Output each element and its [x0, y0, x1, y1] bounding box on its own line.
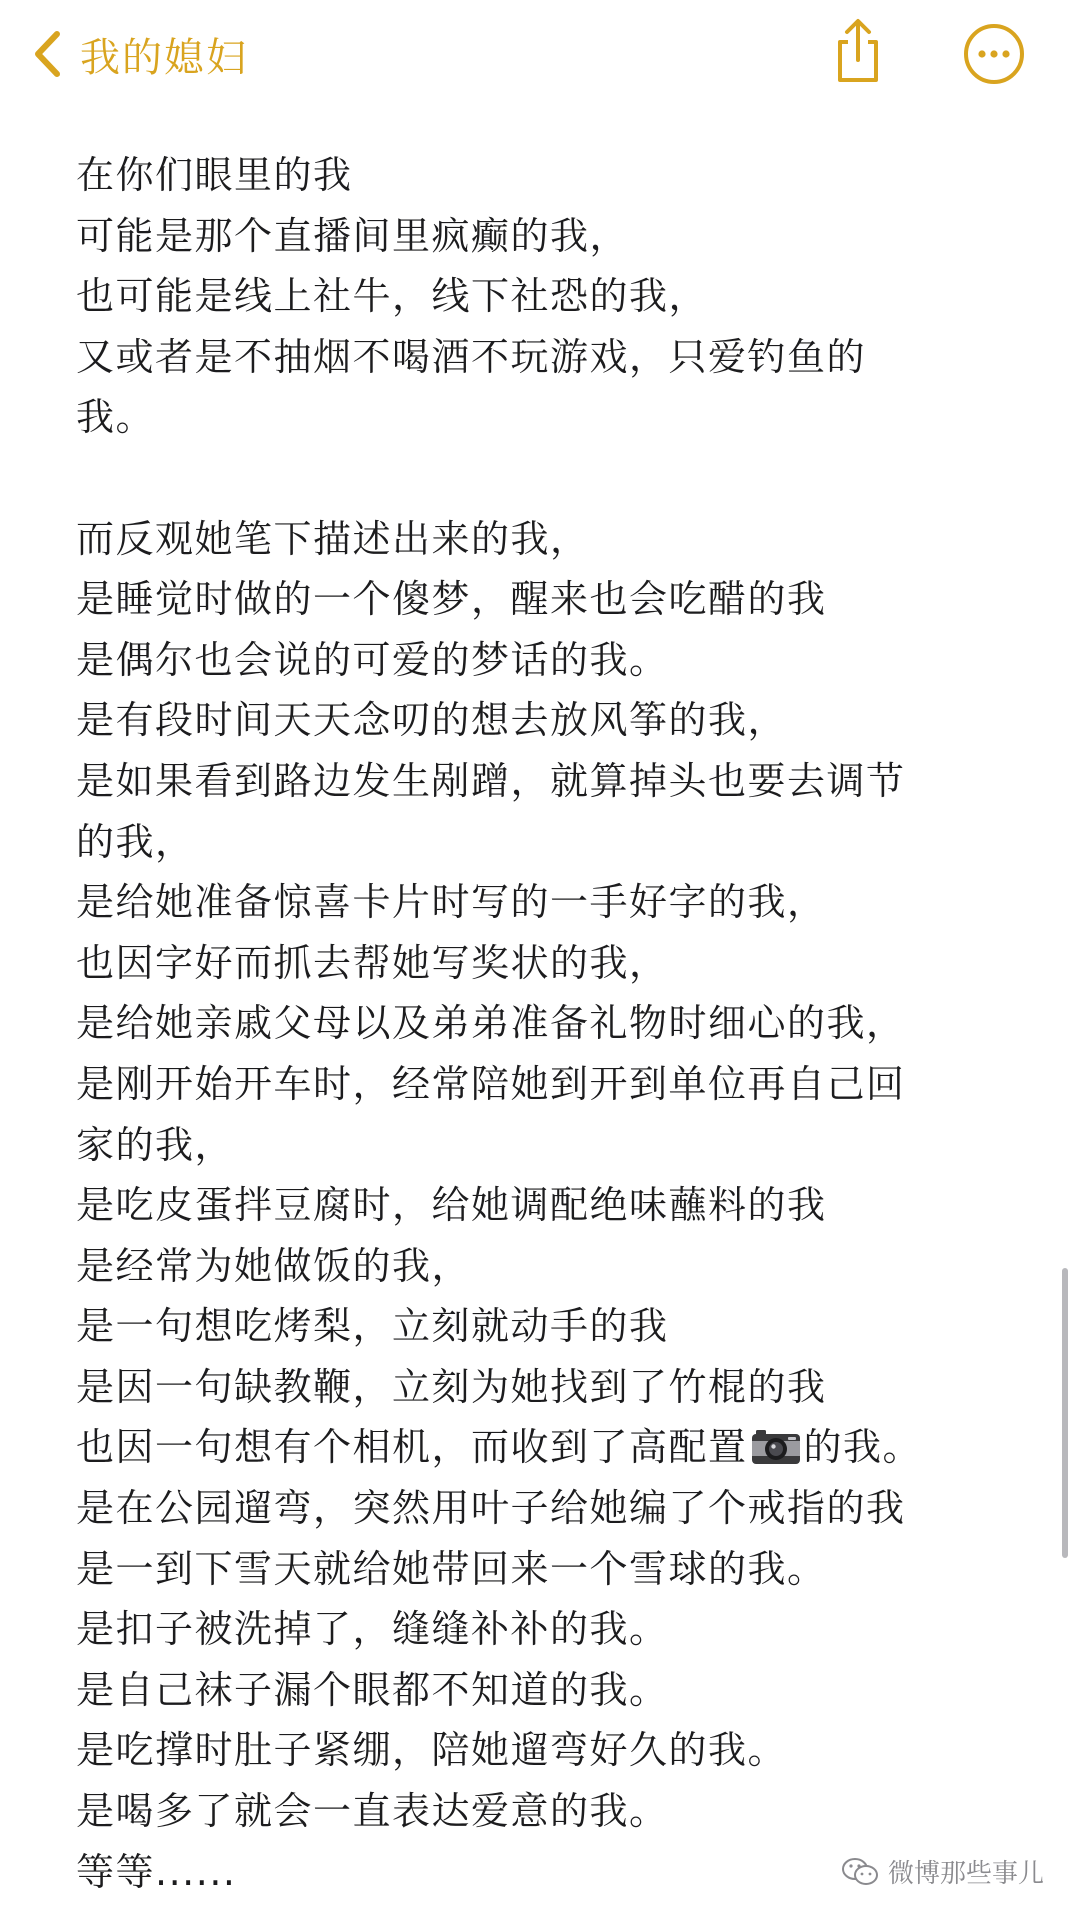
note-line: 是吃撑时肚子紧绷，陪她遛弯好久的我。	[76, 1728, 788, 1773]
note-line-part: 也因一句想有个相机，而收到了高配置	[76, 1425, 748, 1470]
back-button-label: 我的媳妇	[80, 34, 248, 81]
note-line: 我。	[76, 395, 156, 440]
share-icon[interactable]	[822, 16, 894, 88]
note-line: 也可能是线上社牛，线下社恐的我，	[76, 274, 709, 319]
note-line: 可能是那个直播间里疯癫的我，	[76, 213, 630, 258]
note-line: 是睡觉时做的一个傻梦，醒来也会吃醋的我	[76, 577, 827, 622]
note-line: 也因字好而抓去帮她写奖状的我，	[76, 940, 669, 985]
camera-emoji-icon	[750, 1428, 802, 1466]
note-line: 是因一句缺教鞭，立刻为她找到了竹棍的我	[76, 1364, 827, 1409]
note-line-part: 的我。	[803, 1425, 923, 1470]
note-line: 家的我，	[76, 1122, 235, 1167]
note-line: 是一句想吃烤梨，立刻就动手的我	[76, 1304, 669, 1349]
watermark-text: 微博那些事儿	[887, 1859, 1044, 1889]
note-line: 的我，	[76, 819, 195, 864]
note-line: 在你们眼里的我	[76, 153, 353, 197]
note-line: 等等......	[76, 1849, 237, 1894]
note-line: 是如果看到路边发生剐蹭，就算掉头也要去调节	[76, 758, 906, 803]
note-line: 是扣子被洗掉了，缝缝补补的我。	[76, 1607, 669, 1652]
note-line: 又或者是不抽烟不喝酒不玩游戏，只爱钓鱼的	[76, 334, 867, 379]
note-line: 是一到下雪天就给她带回来一个雪球的我。	[76, 1546, 827, 1591]
note-line: 是刚开始开车时，经常陪她到开到单位再自己回	[76, 1061, 906, 1106]
note-line: 是给她亲戚父母以及弟弟准备礼物时细心的我，	[76, 1001, 906, 1046]
note-line: 是喝多了就会一直表达爱意的我。	[76, 1789, 669, 1834]
chevron-left-icon	[30, 29, 64, 79]
scrollbar[interactable]	[1062, 1268, 1068, 1558]
watermark	[840, 1853, 1044, 1890]
note-line: 是在公园遛弯，突然用叶子给她编了个戒指的我	[76, 1486, 906, 1531]
note-line: 是有段时间天天念叨的想去放风筝的我，	[76, 698, 788, 743]
note-line: 是给她准备惊喜卡片时写的一手好字的我，	[76, 880, 827, 925]
wechat-icon	[840, 1856, 880, 1888]
note-blank-line	[76, 448, 1036, 509]
navigation-bar	[0, 0, 1080, 110]
note-content[interactable]	[76, 145, 1036, 1902]
note-line: 是偶尔也会说的可爱的梦话的我。	[76, 637, 669, 682]
note-line: 是经常为她做饭的我，	[76, 1243, 472, 1288]
ellipsis-circle-icon[interactable]	[962, 22, 1026, 86]
note-line: 是自己袜子漏个眼都不知道的我。	[76, 1667, 669, 1712]
note-line-with-camera	[76, 1417, 1036, 1478]
back-button[interactable]	[30, 18, 248, 90]
note-line: 而反观她笔下描述出来的我，	[76, 516, 590, 561]
note-line: 是吃皮蛋拌豆腐时，给她调配绝味蘸料的我	[76, 1183, 827, 1228]
